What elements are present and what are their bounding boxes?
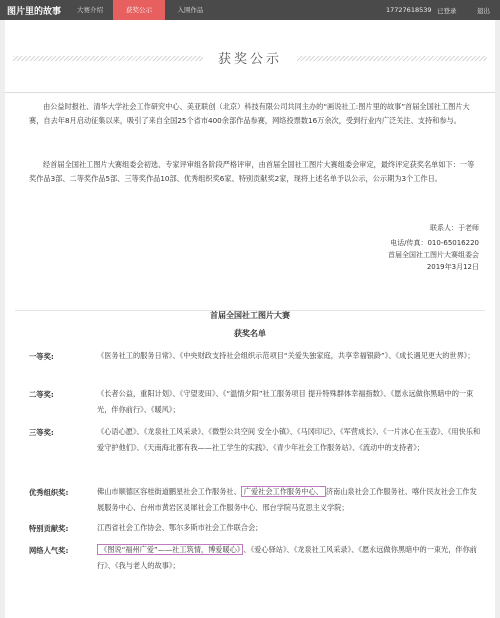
first-prize-label: 一等奖: [29, 352, 54, 361]
awards-heading: 首届全国社工图片大赛 [210, 311, 290, 320]
title-row [5, 20, 495, 92]
tab-shortlisted-works[interactable]: 入围作品 [177, 6, 204, 14]
announce-date: 2019年3月12日 [426, 263, 479, 271]
top-nav-bar [0, 0, 500, 20]
awards-subheading: 获奖名单 [234, 329, 266, 338]
org-award-text-2: 济南山泉社会工作服务社、喀什民友社会工作发展服务中心、台州市黄岩区灵犀社会工作服务中心、邢台学院马克思主义学院； [97, 487, 477, 512]
special-award-label: 特别贡献奖: [29, 524, 69, 533]
organizer: 首届全国社工图片大赛组委会 [388, 251, 479, 259]
site-logo[interactable]: 图片里的故事 [7, 7, 62, 17]
divider [5, 92, 495, 93]
login-status: 已登录 [437, 7, 457, 15]
first-prize-list: 《医务社工的服务日常》、《中央财政支持社会组织示范项目“关爱失独家庭，共享幸福银龄”》、《成长遇见更大的世界》； [97, 351, 475, 360]
contact-person: 联系人：于老师 [430, 224, 479, 232]
second-prize-label: 二等奖: [29, 390, 54, 399]
popular-award-list [97, 542, 482, 574]
title-decoration-left [13, 56, 203, 61]
org-award-label: 优秀组织奖: [29, 488, 69, 497]
special-award-list: 江西省社会工作协会、鄂尔多斯市社会工作联合会； [97, 523, 263, 532]
tab-award-announcement[interactable]: 获奖公示 [113, 0, 165, 20]
title-decoration-right [297, 56, 487, 61]
popular-award-text: 、《爱心驿站》、《龙泉社工风采录》、《愿永远做你黑暗中的一束光，伴你前行》、《我与老人的故事》； [97, 545, 477, 570]
intro-paragraph: 由公益时报社、清华大学社会工作研究中心、美亚联创（北京）科技有限公司共同主办的“画说社工:图片里的故事”首届全国社工图片大赛，自去年8月启动征集以来，吸引了来自全国25个省市400余部作品参赛，网络投票数16万余次，受到行业内广泛关注、支持和参与。 [29, 102, 470, 125]
org-award-text-1: 佛山市顺德区容桂街道鹏星社会工作服务社、 [97, 487, 241, 496]
user-phone: 17727618539 [386, 6, 432, 14]
logout-link[interactable]: 退出 [477, 7, 490, 15]
result-paragraph: 经首届全国社工图片大赛组委会初选、专家评审组各阶段严格评审，由首届全国社工图片大赛组委会审定，最终评定获奖名单如下：一等奖作品3部、二等奖作品5部、三等奖作品10部、优秀组织奖6家、特别贡献奖2家，现将上述名单予以公示，公示期为3个工作日。 [29, 160, 475, 183]
page-title: 获奖公示 [217, 52, 282, 67]
second-prize-list: 《长者公益，重阳计划》、《守望麦田》、《“温情夕阳”社工服务项目 提升特殊群体幸福指数》、《愿永远做你黑暗中的一束光，伴你前行》、《暖风》； [97, 389, 474, 414]
third-prize-list: 《心语心愿》、《龙泉社工风采录》、《微型公共空间 安全小镇》、《马冈印记》、《军营成长》、《一片冰心在玉壶》、《用快乐和爱守护他们》、《天南海北都有我——社工学生的实践》、《青少年社会工作服务站》、《流动中的支持者》； [97, 427, 481, 452]
contact-phone: 电话/传真：010-65016220 [390, 239, 479, 247]
highlighted-work: 《图说“福州广爱”——社工筑情，博爱暖心》 [97, 544, 243, 555]
tab-contest-intro[interactable]: 大赛介绍 [77, 6, 103, 14]
main-content [5, 20, 495, 618]
third-prize-label: 三等奖: [29, 428, 54, 437]
org-award-list [97, 484, 482, 516]
highlighted-org: 广爱社会工作服务中心、 [241, 486, 326, 497]
popular-award-label: 网络人气奖: [29, 546, 69, 555]
